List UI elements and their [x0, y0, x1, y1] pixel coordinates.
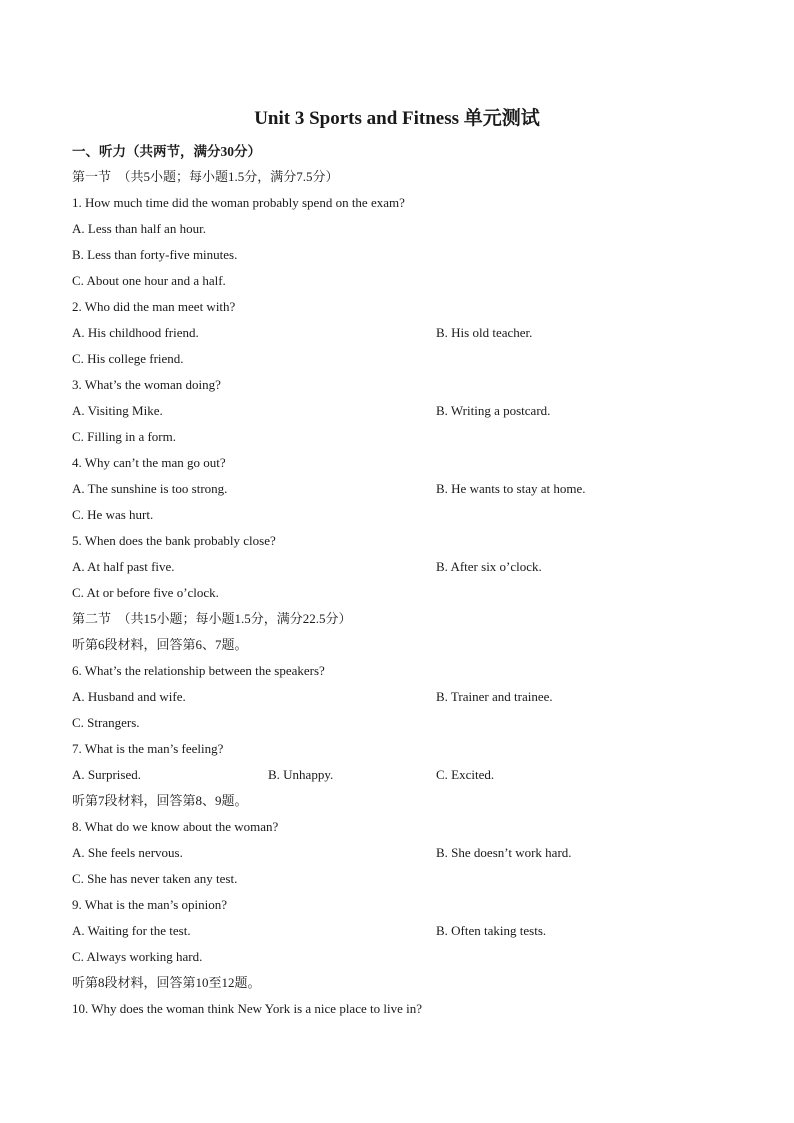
question-1-stem: 1. How much time did the woman probably spend on the exam? [72, 195, 405, 210]
question-3-option-b: B. Writing a postcard. [436, 403, 551, 418]
question-4-option-b: B. He wants to stay at home. [436, 481, 586, 496]
question-6-stem: 6. What’s the relationship between the speakers? [72, 663, 325, 678]
question-3-option-a: A. Visiting Mike. [72, 403, 163, 418]
section-listening-heading: 一、听力（共两节，满分30分） [72, 144, 261, 159]
question-9-option-c: C. Always working hard. [72, 949, 203, 964]
question-9-option-b: B. Often taking tests. [436, 923, 547, 938]
page-title: Unit 3 Sports and Fitness 单元测试 [254, 108, 540, 129]
question-7-option-b: B. Unhappy. [268, 767, 334, 782]
question-6-option-a: A. Husband and wife. [72, 689, 186, 704]
question-2-stem: 2. Who did the man meet with? [72, 299, 236, 314]
question-6-option-b: B. Trainer and trainee. [436, 689, 553, 704]
question-8-option-c: C. She has never taken any test. [72, 871, 238, 886]
question-4-option-c: C. He was hurt. [72, 507, 154, 522]
question-7-stem: 7. What is the man’s feeling? [72, 741, 224, 756]
question-9-stem: 9. What is the man’s opinion? [72, 897, 228, 912]
question-2-option-c: C. His college friend. [72, 351, 184, 366]
question-8-stem: 8. What do we know about the woman? [72, 819, 279, 834]
question-1-option-b: B. Less than forty-five minutes. [72, 247, 238, 262]
question-10-stem: 10. Why does the woman think New York is a nice place to live in? [72, 1001, 422, 1016]
part1-heading: 第一节 （共5小题；每小题1.5分，满分7.5分） [72, 169, 339, 184]
question-5-stem: 5. When does the bank probably close? [72, 533, 276, 548]
question-5-option-b: B. After six o’clock. [436, 559, 542, 574]
question-4-option-a: A. The sunshine is too strong. [72, 481, 228, 496]
question-1-option-a: A. Less than half an hour. [72, 221, 206, 236]
question-5-option-a: A. At half past five. [72, 559, 175, 574]
question-3-stem: 3. What’s the woman doing? [72, 377, 221, 392]
question-5-option-c: C. At or before five o’clock. [72, 585, 219, 600]
question-7-option-a: A. Surprised. [72, 767, 141, 782]
question-1-option-c: C. About one hour and a half. [72, 273, 226, 288]
instruction-q6-7: 听第6段材料，回答第6、7题。 [72, 637, 248, 652]
instruction-q10-12: 听第8段材料，回答第10至12题。 [72, 975, 261, 990]
instruction-q8-9: 听第7段材料，回答第8、9题。 [72, 793, 248, 808]
question-3-option-c: C. Filling in a form. [72, 429, 176, 444]
question-2-option-b: B. His old teacher. [436, 325, 533, 340]
question-7-option-c: C. Excited. [436, 767, 495, 782]
part2-heading: 第二节 （共15小题；每小题1.5分，满分22.5分） [72, 611, 352, 626]
question-8-option-b: B. She doesn’t work hard. [436, 845, 572, 860]
question-2-option-a: A. His childhood friend. [72, 325, 199, 340]
question-6-option-c: C. Strangers. [72, 715, 140, 730]
question-4-stem: 4. Why can’t the man go out? [72, 455, 226, 470]
question-8-option-a: A. She feels nervous. [72, 845, 183, 860]
question-9-option-a: A. Waiting for the test. [72, 923, 191, 938]
